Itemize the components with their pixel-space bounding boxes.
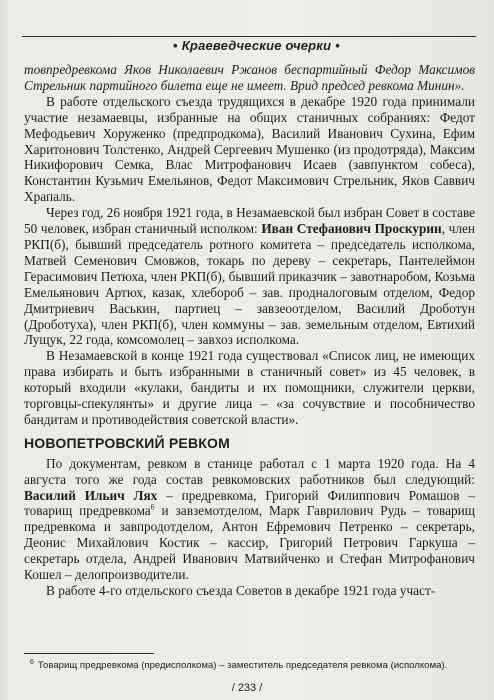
paragraph-5-text-b: – предревкома, Григорий Филиппович Ромашов – товарищ предревкома bbox=[24, 487, 475, 519]
footnote-reference: 6 bbox=[150, 503, 155, 513]
paragraph-5 bbox=[24, 456, 475, 583]
paragraph-5-text-a: По документам, ревком в станице работал с 1 марта 1920 года. На 4 августа того же года состав ревкомовских работников был следующий: bbox=[24, 455, 475, 487]
footnote-marker: 6 bbox=[30, 659, 34, 666]
page-number: / 233 / bbox=[231, 682, 263, 694]
header-bullet-right: • bbox=[335, 38, 340, 53]
paragraph-5-text-c: и завземотделом, Марк Гаврилович Рудь – товарищ предревкома и завпродотделом, Антон Ефремович Петренко – секретарь, Деонис Михайлович Костик – кассир, Григорий Петрович Гаркуша – секретарь отдела, Андрей Иванович Матвийченко и Стефан Митрофанович Кошел – делопроизводители. bbox=[24, 503, 475, 583]
footnote-text: Товарищ предревкома (предисполкома) – заместитель председателя ревкома (исполкома). bbox=[37, 660, 448, 672]
paragraph-6: В работе 4-го отдельского съезда Советов в декабре 1921 года участ- bbox=[46, 583, 436, 598]
main-text bbox=[24, 62, 475, 599]
header-rule bbox=[22, 36, 476, 37]
header-bullet-left: • bbox=[172, 38, 178, 53]
running-header-text: Краеведческие очерки bbox=[181, 38, 332, 53]
running-header bbox=[169, 38, 344, 53]
paragraph-5-bold-name: Василий Ильич Лях bbox=[24, 487, 158, 503]
paragraph-3 bbox=[24, 205, 475, 348]
paragraph-3-bold-name: Иван Стефанович Проскурин bbox=[261, 221, 442, 237]
footnote bbox=[30, 657, 476, 672]
paragraph-3-text-b: , член РКП(б), бывший председатель ротного комитета – председатель исполкома, Матвей Семенович Смовжов, токарь по дереву – секретарь, Пантелеймон Герасимович Петюха, член РКП(б), бывший приказчик – завотнаробом, Козьма Емельянович Артюх, казак, хлебороб – зав. продналоговым отделом, Федор Дмитриевич Васькин, партиец – завзеоотделом, Василий Дроботун (Дроботуха), член РКП(б), член коммуны – зав. земельным отделом, Евтихий Лущук, 22 года, комсомолец – завхоз исполкома. bbox=[24, 221, 475, 348]
paragraph-1: товпредревкома Яков Николаевич Ржанов беспартийный Федор Максимов Стрельник партийного билета еще не имеет. Врид председ ревкома Минин». bbox=[24, 62, 475, 93]
paragraph-4: В Незамаевской в конце 1921 года существовал «Список лиц, не имеющих права избирать и быть избранными в станичный совет» из 45 человек, в который входили «кулаки, бандиты и их помощники, служители церкви, торговцы-спекулянты» и другие лица – «за сочувствие и пособничество бандитам и противодействия советской власти». bbox=[24, 348, 475, 427]
paragraph-3-text-a: Через год, 26 ноября 1921 года, в Незамаевской был избран Совет в составе 50 человек, избран станичный исполком: bbox=[24, 205, 475, 237]
footnote-rule bbox=[24, 653, 154, 654]
section-heading: НОВОПЕТРОВСКИЙ РЕВКОМ bbox=[24, 434, 230, 451]
paragraph-2: В работе отдельского съезда трудящихся в декабре 1920 года принимали участие незамаевцы, избранные на общих станичных собраниях: Федот Мефодьевич Хоруженко (предпродкома), Василий Иванович Сухина, Ефим Харитонович Толстенко, Андрей Сергеевич Мушенко (из продотряда), Максим Никифорович Семка, Влас Митрофанович Исаев (завпунктом собеса), Константин Кузьмич Емельянов, Федот Максимович Стрельник, Яков Саввич Храпаль. bbox=[24, 93, 475, 205]
